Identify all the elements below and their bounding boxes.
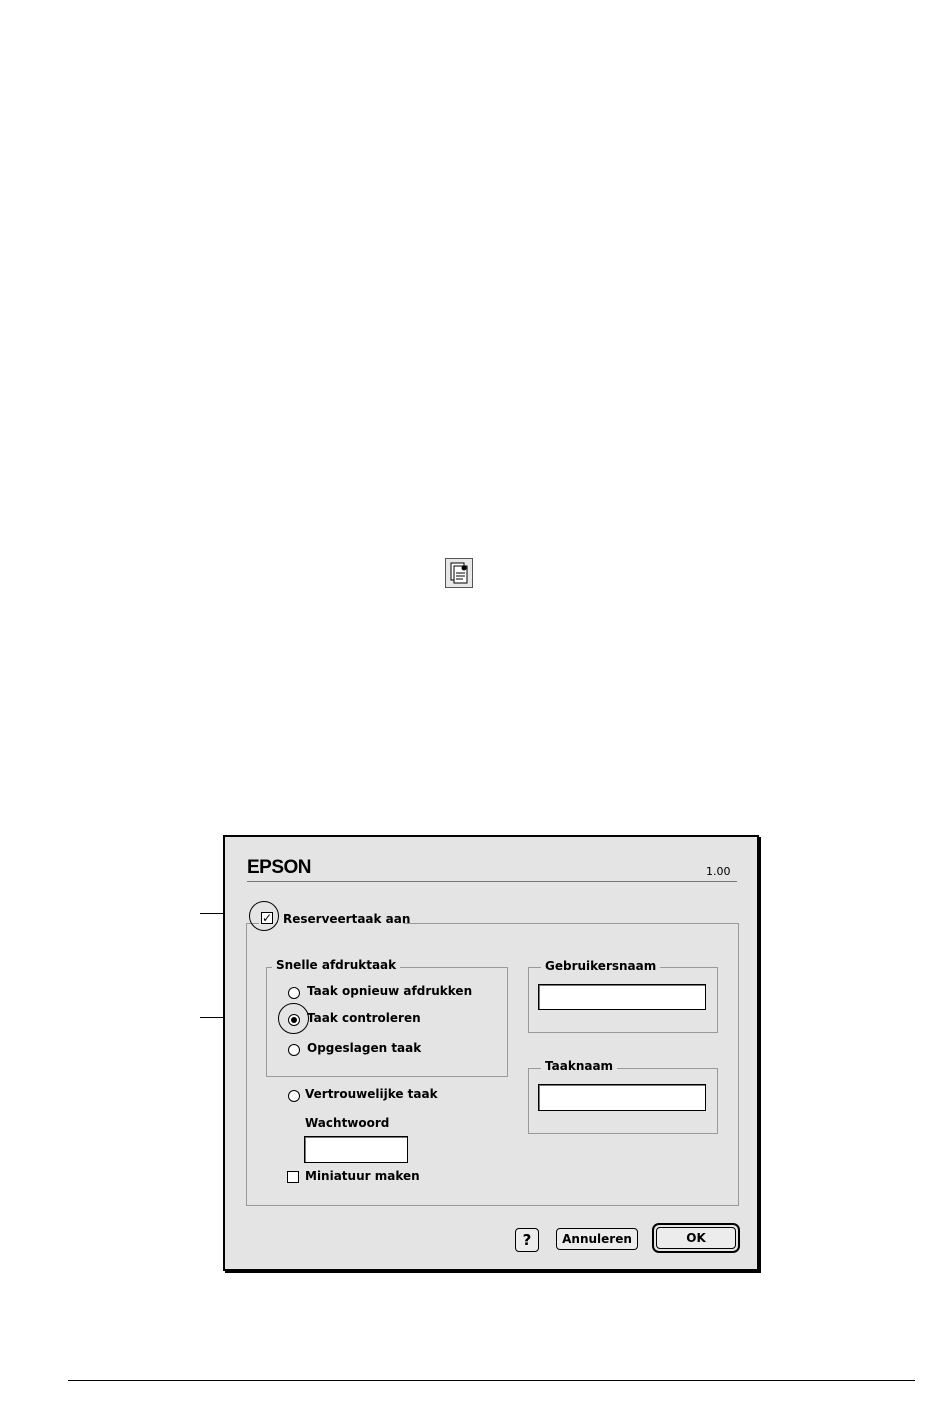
radio-stored[interactable] xyxy=(288,1044,300,1056)
thumbnail-label: Miniatuur maken xyxy=(305,1169,420,1183)
ok-button[interactable]: OK xyxy=(656,1227,736,1249)
footer-rule xyxy=(68,1380,915,1381)
help-button[interactable]: ? xyxy=(515,1228,539,1252)
reserve-checkbox[interactable]: ✓ xyxy=(262,911,273,925)
thumbnail-checkbox[interactable] xyxy=(287,1171,299,1183)
username-legend: Gebruikersnaam xyxy=(541,959,660,973)
radio-confidential[interactable] xyxy=(288,1090,300,1102)
dialog-title: EPSON xyxy=(247,857,312,878)
password-field[interactable] xyxy=(304,1136,408,1163)
quick-job-legend: Snelle afdruktaak xyxy=(272,958,400,972)
reserve-label: Reserveertaak aan xyxy=(283,912,411,926)
ok-button-default-ring xyxy=(652,1223,740,1253)
cancel-button[interactable]: Annuleren xyxy=(556,1228,638,1250)
radio-reprint-label: Taak opnieuw afdrukken xyxy=(307,984,473,998)
title-divider xyxy=(247,881,737,882)
reserve-checkbox-row[interactable] xyxy=(259,909,411,929)
jobname-legend: Taaknaam xyxy=(541,1059,617,1073)
radio-stored-label: Opgeslagen taak xyxy=(307,1041,422,1055)
callout-circle-reserve xyxy=(249,901,279,931)
printer-settings-icon[interactable] xyxy=(445,558,473,588)
callout-circle-verify xyxy=(278,1003,309,1034)
radio-reprint[interactable] xyxy=(288,987,300,999)
username-field[interactable] xyxy=(538,984,706,1010)
dialog-version: 1.00 xyxy=(706,865,731,878)
radio-verify-label: Taak controleren xyxy=(307,1011,421,1025)
password-label: Wachtwoord xyxy=(305,1116,390,1130)
reserve-job-dialog xyxy=(223,835,759,1271)
jobname-field[interactable] xyxy=(538,1084,706,1111)
radio-confidential-label: Vertrouwelijke taak xyxy=(305,1087,438,1101)
